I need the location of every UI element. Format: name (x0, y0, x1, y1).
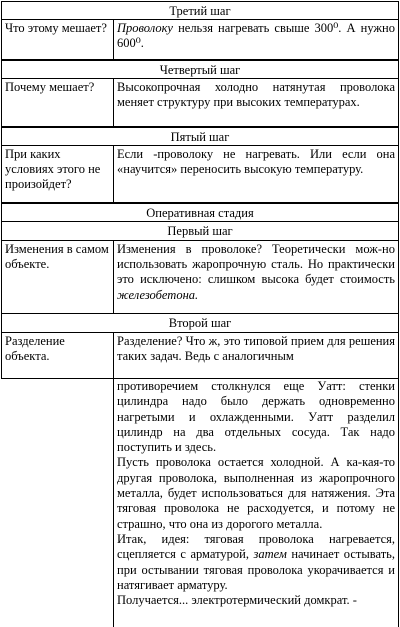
step3-header: Третий шаг (1, 1, 399, 20)
step5-header: Пятый шаг (1, 127, 399, 146)
continuation-paragraph-2: Пусть проволока остается холодной. А ка-кая-то другая проволока, выполненная из жаропрочного металла, будет использоваться для натяжения. Эта тяговая проволока не расходуется, и потому не страшно, что она из дорогого металла. (117, 455, 395, 531)
continuation-p3-start: Итак, идея: тяговая проволока нагревается, сцепляется с арматурой, (117, 531, 395, 562)
step3-question: Что этому мешает? (2, 20, 114, 59)
op-step2-row (1, 333, 399, 379)
op-step1-answer-main: Изменения в проволоке? Теоретически мож-но использовать жаропрочную сталь. Но практически это исключено: слишком высока будет стоимость (117, 242, 395, 287)
step3-answer-italic: Проволоку (117, 21, 173, 35)
op-step2-question: Разделение объекта. (2, 333, 114, 378)
step5-question: При каких условиях этого не произойдет? (2, 146, 114, 202)
op-step2-answer: Разделение? Что ж, это типовой прием для решения таких задач. Ведь с аналогичным (117, 334, 395, 364)
continuation-paragraph-3 (117, 532, 395, 593)
op-step2-header: Второй шаг (1, 314, 399, 333)
step3-answer-rest: нельзя нагревать свыше 300⁰. А нужно 600⁰. (117, 21, 395, 51)
continuation-p3-italic: затем (253, 547, 287, 562)
op-step1-answer (114, 241, 398, 313)
op-step1-row (1, 241, 399, 314)
step3-answer (114, 20, 398, 59)
stage-header: Оперативная стадия (1, 203, 399, 222)
continuation-paragraph-1: противоречием столкнулся еще Уатт: стенки цилиндра надо было держать одновременно нагретыми и охлажденными. Уатт разделил цилиндр на два отдельных сосуда. Так надо поступить и здесь. (117, 379, 395, 455)
op-step1-header: Первый шаг (1, 222, 399, 241)
step4-question: Почему мешает? (2, 79, 114, 126)
step4-answer: Высокопрочная холодно натянутая проволока меняет структуру при высоких температурах. (117, 80, 395, 110)
method-table (1, 1, 399, 379)
continuation-cell (113, 377, 399, 627)
continuation-p3-end: начинает остывать, при остывании тяговая проволока укорачивается и натягивает арматуру. (117, 547, 396, 592)
step5-row (1, 146, 399, 203)
step4-header: Четвертый шаг (1, 60, 399, 79)
step4-row (1, 79, 399, 127)
step5-answer: Если -проволоку не нагревать. Или если она «научится» переносить высокую температуру. (117, 147, 395, 177)
step3-row (1, 20, 399, 60)
op-step1-question: Изменения в самом объекте. (2, 241, 114, 313)
continuation-paragraph-4: Получается... электротермический домкрат. - (117, 593, 357, 608)
op-step1-answer-italic: железобетона. (117, 287, 199, 302)
